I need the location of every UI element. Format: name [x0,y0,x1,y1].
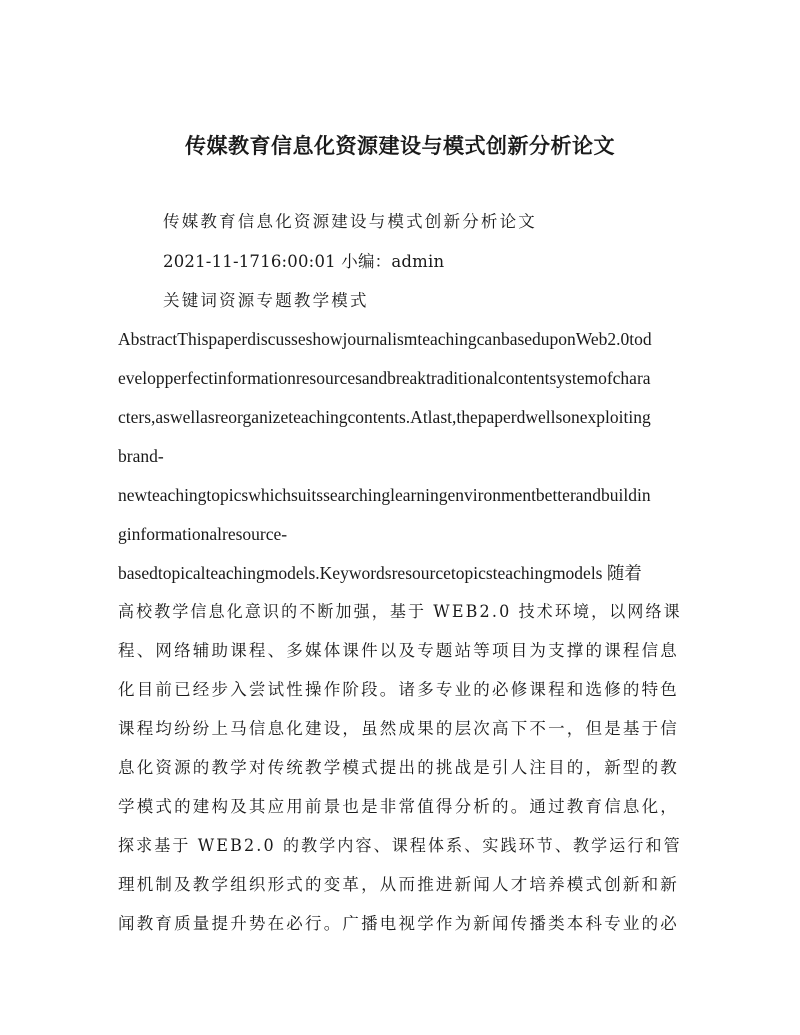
body-line: 探求基于 WEB2.0 的教学内容、课程体系、实践环节、教学运行和管 [118,836,682,855]
body-line: 课程均纷纷上马信息化建设，虽然成果的层次高下不一，但是基于信 [118,719,679,738]
body-line: 化目前已经步入尝试性操作阶段。诸多专业的必修课程和选修的特色 [118,680,679,699]
body-line: 高校教学信息化意识的不断加强，基于 WEB2.0 技术环境，以网络课 [118,602,682,621]
body-line: cters,aswellasreorganizeteachingcontents.Atlast,thepaperdwellsonexploiting [118,407,651,427]
body-line: brand- [118,446,164,466]
body-line: 息化资源的教学对传统教学模式提出的挑战是引人注目的，新型的教 [118,758,679,777]
body-line: 程、网络辅助课程、多媒体课件以及专题站等项目为支撑的课程信息 [118,641,679,660]
body-line: ginformationalresource- [118,524,288,544]
body-line: evelopperfectinformationresourcesandbreaktraditionalcontentsystemofchara [118,368,651,388]
document-keywords: 关键词资源专题教学模式 [163,291,369,310]
body-line: AbstractThispaperdiscusseshowjournalismteachingcanbaseduponWeb2.0tod [118,329,652,349]
body-line: 理机制及教学组织形式的变革，从而推进新闻人才培养模式创新和新 [118,875,679,894]
document-title: 传媒教育信息化资源建设与模式创新分析论文 [185,134,615,158]
body-line: 学模式的建构及其应用前景也是非常值得分析的。通过教育信息化， [118,797,679,816]
document-subtitle: 传媒教育信息化资源建设与模式创新分析论文 [163,212,537,231]
body-line: 闻教育质量提升势在必行。广播电视学作为新闻传播类本科专业的必 [118,914,679,933]
document-meta: 2021-11-1716:00:01 小编：admin [163,252,445,271]
body-line: newteachingtopicswhichsuitssearchinglearningenvironmentbetterandbuildin [118,485,651,505]
body-line: basedtopicalteachingmodels.Keywordsresourcetopicsteachingmodels 随着 [118,563,642,583]
